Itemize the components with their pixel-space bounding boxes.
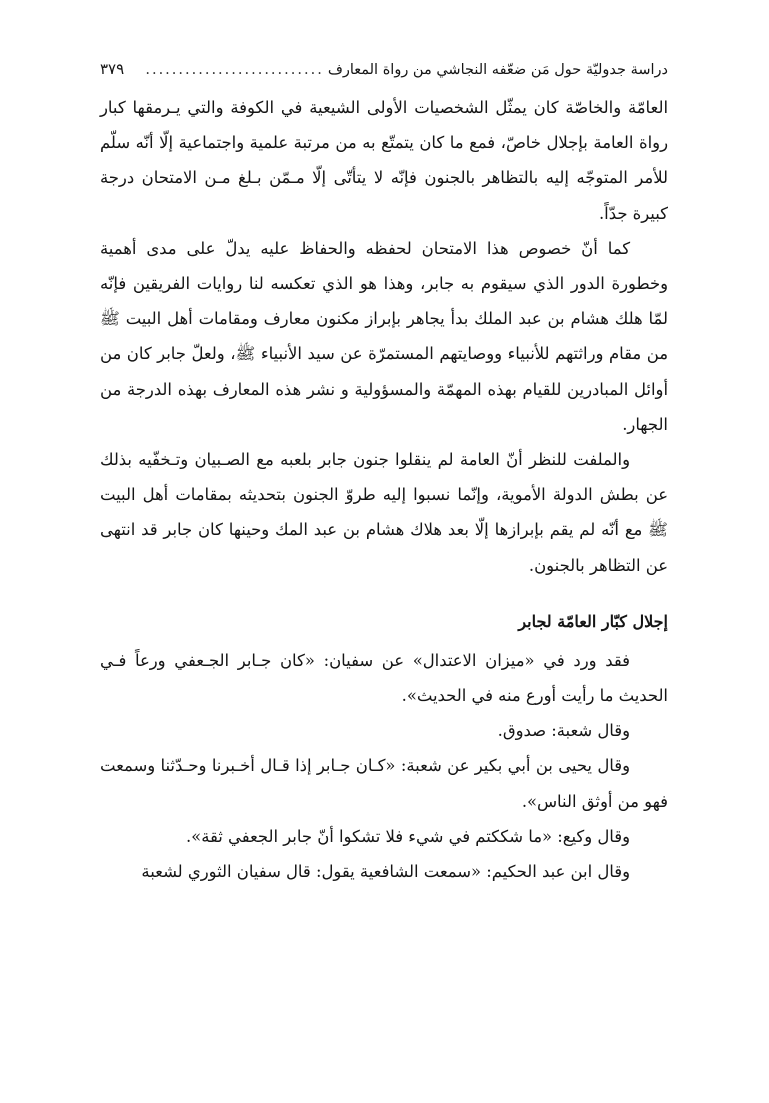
paragraph: وقال ابن عبد الحكيم: «سمعت الشافعية يقول: قال سفيان الثوري لشعبة [141,862,630,882]
paragraph: كما أنّ خصوص هذا الامتحان لحفظه والحفاظ عليه يدلّ على مدى أهمية وخطورة الدور الذي سيقوم به جابر، وهذا هو الذي تعكسه لنا روايات الفريقين فإنّه لمّا هلك هشام بن عبد الملك بدأ يجاهر بإبراز مكنون معارف ومقامات أهل البيت ﷺ من مقام وراثتهم للأنبياء ووصايتهم المستمرّة عن سيد الأنبياء ﷺ، ولعلّ جابر كان من أوائل المبادرين للقيام بهذه المهمّة والمسؤولية و نشر هذه المعارف بهذه الدرجة من الجهار. [100,238,668,434]
page-number: ٣٧٩ [100,60,125,78]
paragraph: فقد ورد في «ميزان الاعتدال» عن سفيان: «كان جـابر الجـعفي ورعاً فـي الحديث ما رأيت أورع منه في الحديث». [100,650,668,706]
paragraph: والملفت للنظر أنّ العامة لم ينقلوا جنون جابر بلعبه مع الصـبيان وتـخفّيه بذلك عن بطش الدولة الأموية، وإنّما نسبوا إليه طروّ الجنون بتحديثه بمقامات أهل البيت ﷺ مع أنّه لم يقم بإبرازها إلّا بعد هلاك هشام بن عبد المك وحينها كان جابر قد انتهى عن التظاهر بالجنون. [100,450,668,575]
paragraph: وقال يحيى بن أبي بكير عن شعبة: «كـان جـابر إذا قـال أخـبرنا وحـدّثنا وسمعت فهو من أوثق الناس». [100,756,668,811]
running-header [100,58,668,82]
paragraph: وقال شعبة: صدوق. [497,721,630,741]
paragraph: وقال وكيع: «ما شككتم في شيء فلا تشكوا أنّ جابر الجعفي ثقة». [185,826,630,846]
running-header-leader-dots: ........................... [145,62,324,78]
section-heading: إجلال كبّار العامّة لجابر [518,611,668,631]
running-header-title: دراسة جدوليّة حول مَن ضعّفه النجاشي من رواة المعارف [327,62,668,78]
book-page [100,58,668,889]
page-body [100,90,668,889]
paragraph-continuation: العامّة والخاصّة كان يمثّل الشخصيات الأولى الشيعية في الكوفة والتي يـرمقها كبار رواة العامة بإجلال خاصّ، فمع ما كان يتمتّع به من مرتبة علمية واجتماعية إلّا أنّه سلّم للأمر المتوجّه إليه بالتظاهر بالجنون فإنّه لا يتأتّى إلّا مـمّن بـلغ مـن الامتحان درجة كبيرة جدّاً. [100,98,668,223]
